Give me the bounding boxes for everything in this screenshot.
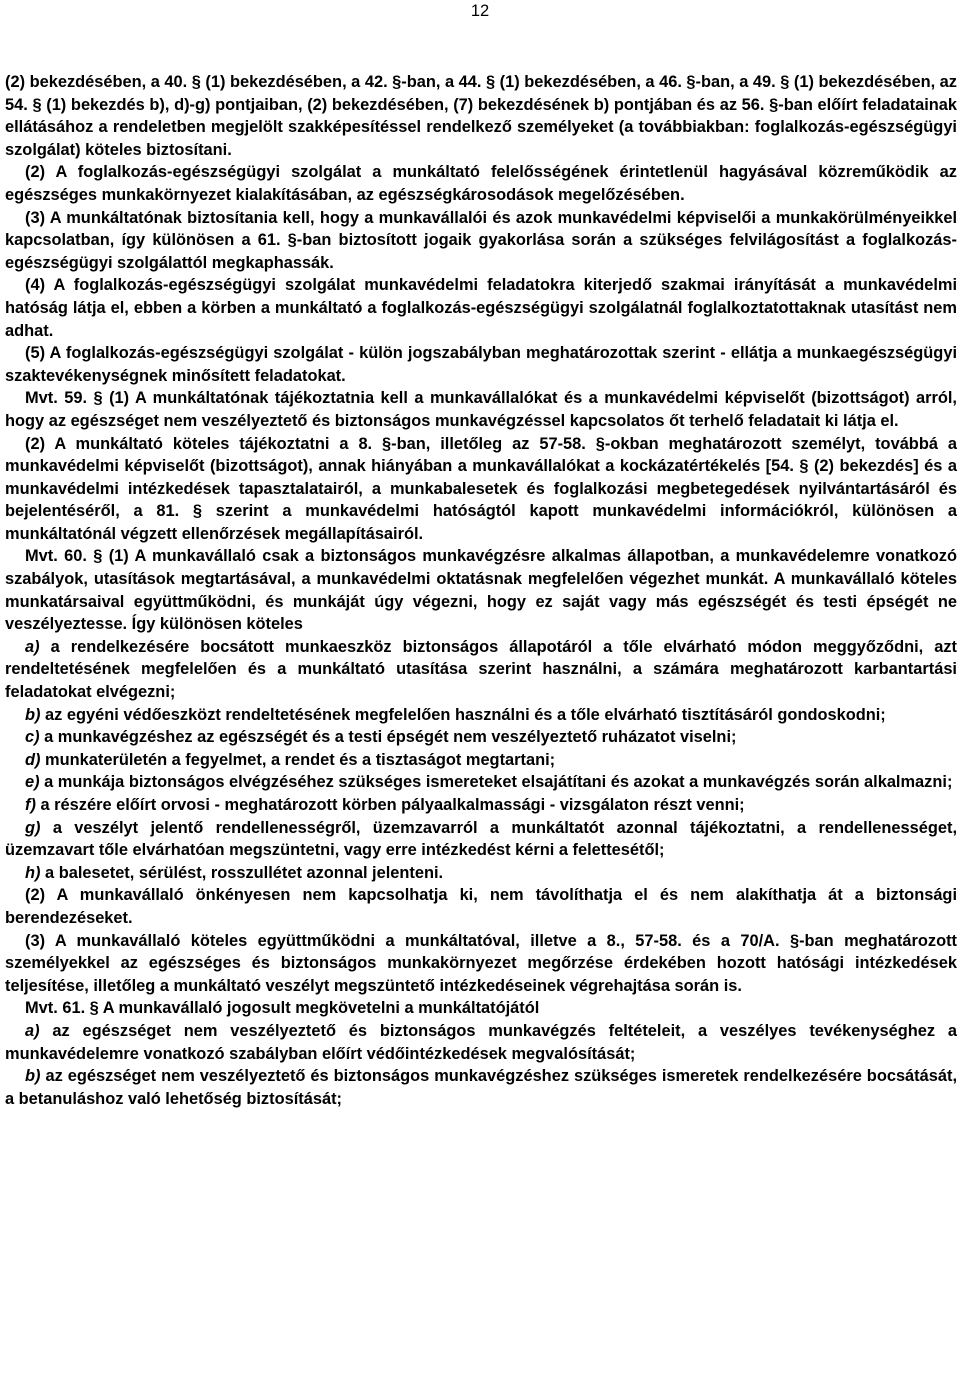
list-item — [5, 636, 957, 704]
paragraph: (2) bekezdésében, a 40. § (1) bekezdésében, a 42. §-ban, a 44. § (1) bekezdésében, a 46. §-ban, a 49. § (1) bekezdésében, az 54. § (1) bekezdés b), d)-g) pontjaiban, (2) bekezdésében, (7) bekezdésének b) pontjában és az 56. §-ban előírt feladatainak ellátásához a rendeletben megjelölt szakképesítéssel rendelkező személyeket (a továbbiakban: foglalkozás-egészségügyi szolgálat) köteles biztosítani. — [5, 73, 957, 159]
paragraph: (2) A munkavállaló önkényesen nem kapcsolhatja ki, nem távolíthatja el és nem alakíthatja át a biztonsági berendezéseket. — [5, 886, 957, 927]
item-text: az egészséget nem veszélyeztető és biztonságos munkavégzés feltételeit, a veszélyes tevékenységhez a munkavédelemre vonatkozó szabályban előírt védőintézkedések megvalósítását; — [5, 1021, 957, 1063]
item-text: a munkája biztonságos elvégzéséhez szükséges ismereteket elsajátítani és azokat a munkavégzés során alkalmazni; — [39, 773, 953, 792]
item-label: d) — [25, 750, 41, 769]
item-text: a veszélyt jelentő rendellenességről, üzemzavarról a munkáltatót azonnal tájékoztatni, a rendellenességet, üzemzavart tőle elvárhatóan megszüntetni, vagy erre intézkedést kérni a felettesétől; — [5, 818, 957, 860]
list-item — [5, 1020, 957, 1065]
item-text: munkaterületén a fegyelmet, a rendet és a tisztaságot megtartani; — [40, 750, 556, 769]
paragraph: (2) A munkáltató köteles tájékoztatni a 8. §-ban, illetőleg az 57-58. §-okban meghatározott személyt, továbbá a munkavédelmi képviselőt (bizottságot), annak hiányában a munkavállalókat a kockázatértékelés [54. § (2) bekezdés] és a munkavédelmi intézkedések tapasztalatairól, a munkabalesetek és foglalkozási megbetegedések nyilvántartásáról és bejelentéséről, a 81. § szerint a munkavédelmi hatóságtól kapott munkavédelmi információkról, különösen a munkáltatónál végzett ellenőrzések megállapításairól. — [5, 434, 957, 543]
item-label: c) — [25, 728, 40, 747]
page-number: 12 — [470, 2, 490, 20]
paragraph: (5) A foglalkozás-egészségügyi szolgálat - külön jogszabályban meghatározottak szerint - ellátja a munkaegészségügyi szaktevékenységnek minősített feladatokat. — [5, 344, 957, 385]
list-item — [5, 771, 957, 794]
item-text: a balesetet, sérülést, rosszullétet azonnal jelenteni. — [40, 863, 444, 882]
paragraph: (3) A munkáltatónak biztosítania kell, hogy a munkavállalói és azok munkavédelmi képviselői a munkakörülményeikkel kapcsolatban, így különösen a 61. §-ban biztosított jogaik gyakorlása során a szükséges felvilágosítást a foglalkozás-egészségügyi szolgálattól megkaphassák. — [5, 208, 957, 272]
list-item — [5, 1065, 957, 1110]
paragraph: Mvt. 61. § A munkavállaló jogosult megkövetelni a munkáltatójától — [25, 999, 540, 1018]
item-label: f) — [25, 796, 36, 814]
document-body — [5, 71, 957, 1110]
item-label: a) — [25, 1021, 40, 1040]
list-item — [5, 862, 957, 885]
paragraph: Mvt. 59. § (1) A munkáltatónak tájékoztatnia kell a munkavállalókat és a munkavédelmi képviselőt (bizottságot) arról, hogy az egészséget nem veszélyeztető és biztonságos munkavégzéssel kapcsolatos őt terhelő feladatait ki látja el. — [5, 389, 957, 430]
paragraph: (3) A munkavállaló köteles együttműködni a munkáltatóval, illetve a 8., 57-58. és a 70/A. §-ban meghatározott személyekkel az egészséges és biztonságos munkakörnyezet megőrzése érdekében hozott hatósági intézkedések teljesítése, illetőleg a munkáltató veszélyt megszüntető intézkedéseinek végrehajtása során is. — [5, 931, 957, 995]
item-text: a rendelkezésére bocsátott munkaeszköz biztonságos állapotáról a tőle elvárható módon meggyőződni, azt rendeltetésének megfelelően és a munkáltató utasítása szerint használni, a számára meghatározott karbantartási feladatokat elvégezni; — [5, 637, 957, 702]
item-text: a munkavégzéshez az egészségét és a testi épségét nem veszélyeztető ruházatot viselni; — [39, 728, 737, 747]
item-label: a) — [25, 637, 40, 656]
item-label: b) — [25, 705, 41, 724]
list-item — [5, 726, 957, 749]
item-label: b) — [25, 1067, 41, 1086]
item-label: h) — [25, 863, 41, 882]
item-label: g) — [25, 818, 41, 837]
paragraph: (2) A foglalkozás-egészségügyi szolgálat a munkáltató felelősségének érintetlenül hagyásával közreműködik az egészséges munkakörnyezet kialakításában, az egészségkárosodások megelőzésében. — [5, 163, 957, 204]
item-text: a részére előírt orvosi - meghatározott körben pályaalkalmassági - vizsgálaton részt venni; — [35, 796, 745, 814]
list-item — [5, 794, 957, 817]
item-text: az egészséget nem veszélyeztető és biztonságos munkavégzéshez szükséges ismeretek rendelkezésére bocsátását, a betanuláshoz való lehetőség biztosítását; — [5, 1067, 957, 1108]
paragraph: (4) A foglalkozás-egészségügyi szolgálat munkavédelmi feladatokra kiterjedő szakmai irányítását a munkavédelmi hatóság látja el, ebben a körben a munkáltató a foglalkozás-egészségügyi szolgálatnál foglalkoztatottaknak utasítást nem adhat. — [5, 276, 957, 340]
paragraph: Mvt. 60. § (1) A munkavállaló csak a biztonságos munkavégzésre alkalmas állapotban, a munkavédelemre vonatkozó szabályok, utasítások megtartásával, a munkavédelmi oktatásnak megfelelően végezhet munkát. A munkavállaló köteles munkatársaival együttműködni, és munkáját úgy végezni, hogy ez saját vagy más egészségét és testi épségét ne veszélyeztesse. Így különösen köteles — [5, 547, 957, 634]
list-item — [5, 749, 957, 772]
item-label: e) — [25, 773, 40, 792]
item-text: az egyéni védőeszközt rendeltetésének megfelelően használni és a tőle elvárható tisztításáról gondoskodni; — [40, 705, 886, 724]
list-item — [5, 704, 957, 727]
list-item — [5, 817, 957, 862]
